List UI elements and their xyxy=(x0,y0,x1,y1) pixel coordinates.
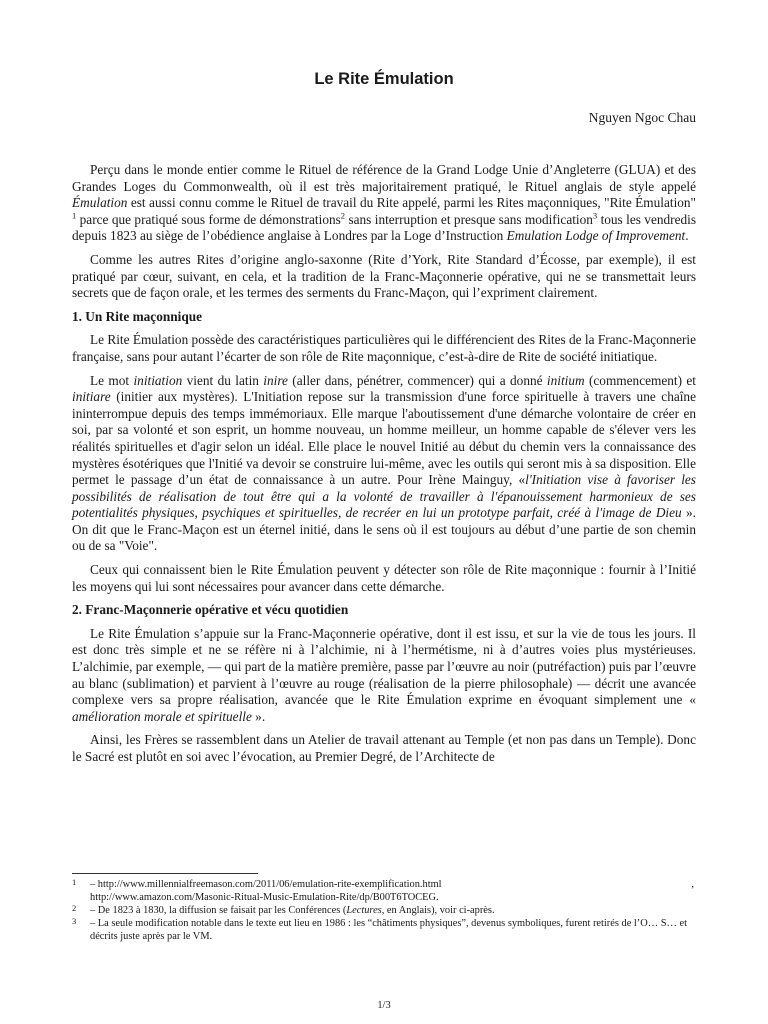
footnote-ref-2: 2 xyxy=(340,210,346,221)
footnotes xyxy=(72,878,696,943)
section-1-heading: 1. Un Rite maçonnique xyxy=(72,308,203,324)
footnote-3: 3 – La seule modification notable dans le texte eut lieu en 1986 : les “châtiments physiques”, devenus symboliques, furent retirés de l’O… S… et décrits juste après par le VM. xyxy=(72,916,688,942)
section-2-paragraph-1: Le Rite Émulation s’appuie sur la Franc-Maçonnerie opérative, dont il est issu, et sur la vie de tous les jours. Il est donc très simple et ne se réfère ni à l’alchimie, ni à l’hermétisme, ni à d’autres voies plus mystérieuses. L’alchimie, par exemple, — qui part de la matière première, passe par l’œuvre au noir (putréfaction) puis par l’œuvre au blanc (sublimation) et parvient à l’œuvre au rouge (réalisation de la pierre philosophale) — décrit une avancée complexe vers sa propre réalisation, avancée que le Rite Émulation exprime en évoquant simplement une « amélioration morale et spirituelle ». xyxy=(72,625,696,724)
author-name: Nguyen Ngoc Chau xyxy=(588,110,696,125)
document-body xyxy=(72,162,696,766)
section-1-paragraph-1: Le Rite Émulation possède des caractéristiques particulières qui le différencient des Rites de la Franc-Maçonnerie française, sans pour autant l’écarter de son rôle de Rite maçonnique, c’est-à-dire de Rite de société initiatique. xyxy=(72,332,697,364)
footnote-separator xyxy=(72,873,258,874)
page-number: 1/3 xyxy=(377,1000,391,1011)
section-2-heading: 2. Franc-Maçonnerie opérative et vécu quotidien xyxy=(72,602,349,618)
document-page xyxy=(72,0,696,1024)
footnote-number: 3 xyxy=(72,916,77,926)
footnote-1: 1 – http://www.millennialfreemason.com/2011/06/emulation-rite-exemplification.html , http://www.amazon.com/Masonic-Ritual-Music-Emulation-Rite/dp/B00T6TOCEG. xyxy=(72,877,694,903)
section-1-paragraph-2: Le mot initiation vient du latin inire (aller dans, pénétrer, commencer) qui a donné initium (commencement) et initiare (initier aux mystères). L'Initiation repose sur la transmission d'une force spirituelle à travers une chaîne ininterrompue depuis des temps immémoriaux. Elle marque l'aboutissement d'une démarche volontaire de créer en soi, par sa volonté et son esprit, un homme nouveau, un homme meilleur, un homme capable de s'élever vers les réalités spirituelles et d'agir selon un idéal. Elle place le nouvel Initié au début du chemin vers la connaissance des mystères ésotériques que l'Initié va devoir se construire lui-même, avec les outils qui seront mis à sa disposition. Elle permet le passage d’un état de connaissance à un autre. Pour Irène Mainguy, «l'Initiation vise à favoriser les possibilités de réalisation de tout être qui a la volonté de travailler à l'épanouissement harmonieux de ses potentialités physiques, psychiques et spirituelles, de recréer en lui un prototype parfait, créé à l'image de Dieu ». On dit que le Franc-Maçon est un éternel initié, dans le sens où il est toujours au début d’une partie de son chemin ou de sa "Voie". xyxy=(72,372,697,554)
intro-paragraph-1: Perçu dans le monde entier comme le Rituel de référence de la Grand Lodge Unie d’Angleterre (GLUA) et des Grandes Loges du Commonwealth, où il est très majoritairement pratiqué, le Rituel anglais de style appelé Émulation est aussi connu comme le Rituel de travail du Rite appelé, parmi les Rites maçonniques, "Rite Émulation" $^1$ parce que pratiqué sous forme de démonstrations$^2$ sans interruption et presque sans modification$^3$ tous les vendredis depuis 1823 au siège de l’obédience anglaise à Londres par la Loge d’Instruction Emulation Lodge of Improvement. xyxy=(72,162,697,244)
page-title: Le Rite Émulation xyxy=(314,70,454,88)
section-1-paragraph-3: Ceux qui connaissent bien le Rite Émulation peuvent y détecter son rôle de Rite maçonnique : fournir à l’Initié les moyens qui lui sont nécessaires pour avancer dans cette démarche. xyxy=(72,562,696,594)
intro-paragraph-2: Comme les autres Rites d’origine anglo-saxonne (Rite d’York, Rite Standard d’Écosse, par exemple), il est pratiqué par cœur, suivant, en cela, et la tradition de la Franc-Maçonnerie opérative, qui ne se transmettait leurs secrets que de façon orale, et les termes des serments du Franc-Maçon, qui l’expriment clairement. xyxy=(72,251,696,301)
footnote-number: 1 xyxy=(72,877,77,887)
section-2-paragraph-2: Ainsi, les Frères se rassemblent dans un Atelier de travail attenant au Temple (et non pas dans un Temple). Donc le Sacré est plutôt en soi avec l’évocation, au Premier Degré, de l’Architecte de xyxy=(72,732,696,764)
footnote-2: 2 – De 1823 à 1830, la diffusion se faisait par les Conférences (Lectures, en Anglais), voir ci-après. xyxy=(72,903,495,916)
footnote-link-2[interactable]: http://www.amazon.com/Masonic-Ritual-Music-Emulation-Rite/dp/B00T6TOCEG. xyxy=(90,892,439,903)
footnote-link-1[interactable]: – http://www.millennialfreemason.com/2011/06/emulation-rite-exemplification.html xyxy=(90,879,442,890)
footnote-ref-3: 3 xyxy=(592,210,598,221)
footnote-number: 2 xyxy=(72,903,77,913)
footnote-ref-1: 1 xyxy=(72,210,77,221)
